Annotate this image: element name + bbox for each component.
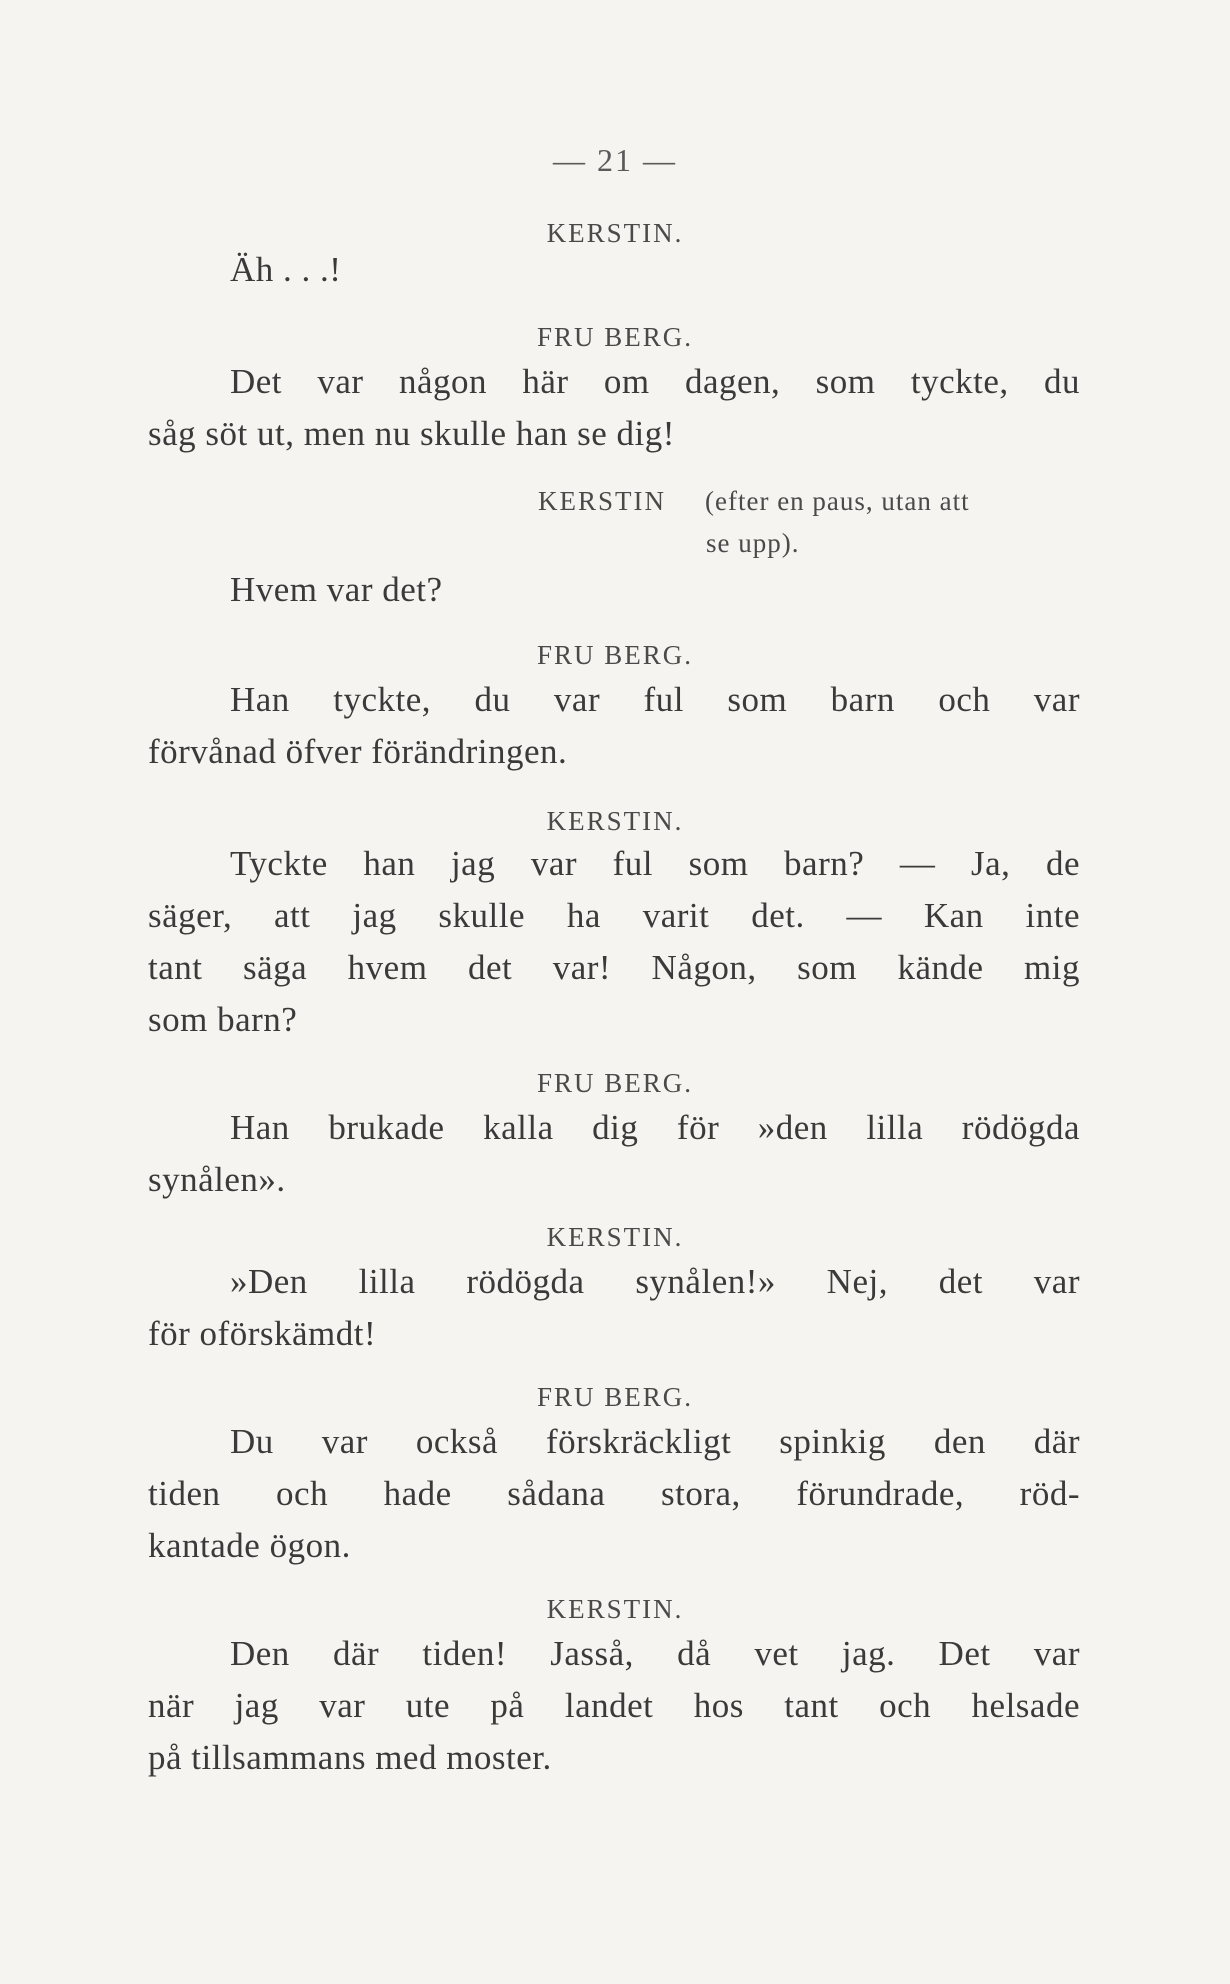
dialogue-line: »Den lilla rödögda synålen!» Nej, det var [230,1262,1080,1301]
dialogue-line: förvånad öfver förändringen. [148,732,568,771]
dialogue-line: som barn? [148,1000,298,1039]
speaker-kerstin: KERSTIN [538,486,666,516]
dialogue-line: för oförskämdt! [148,1314,377,1353]
dialogue-line: kantade ögon. [148,1526,351,1565]
speaker-fru-berg: FRU BERG. [536,640,694,670]
dialogue-line: tiden och hade sådana stora, förundrade, röd- [148,1474,1080,1513]
dialogue-line: Tyckte han jag var ful som barn? — Ja, de [230,844,1080,883]
stage-direction: (efter en paus, utan att [705,486,970,516]
speaker-fru-berg: FRU BERG. [536,1068,694,1098]
dialogue-line: Det var någon här om dagen, som tyckte, du [230,362,1080,401]
speaker-kerstin: KERSTIN. [546,806,684,836]
dialogue-line: Han tyckte, du var ful som barn och var [230,680,1080,719]
speaker-fru-berg: FRU BERG. [536,322,694,352]
dialogue-line: Du var också förskräckligt spinkig den där [230,1422,1080,1461]
dialogue-line: Hvem var det? [230,570,443,609]
dialogue-line: Den där tiden! Jasså, då vet jag. Det var [230,1634,1080,1673]
dialogue-line: när jag var ute på landet hos tant och helsade [148,1686,1080,1725]
page-number: — 21 — [553,142,677,178]
dialogue-line: Äh . . .! [230,250,342,289]
dialogue-line: såg söt ut, men nu skulle han se dig! [148,414,675,453]
dialogue-line: säger, att jag skulle ha varit det. — Kan inte [148,896,1080,935]
dialogue-line: tant säga hvem det var! Någon, som kände mig [148,948,1080,987]
speaker-kerstin: KERSTIN. [546,218,684,248]
dialogue-line: på tillsammans med moster. [148,1738,552,1777]
stage-direction: se upp). [706,528,800,558]
dialogue-line: synålen». [148,1160,286,1199]
speaker-fru-berg: FRU BERG. [536,1382,694,1412]
dialogue-line: Han brukade kalla dig för »den lilla rödögda [230,1108,1080,1147]
speaker-kerstin: KERSTIN. [546,1222,684,1252]
speaker-kerstin: KERSTIN. [546,1594,684,1624]
